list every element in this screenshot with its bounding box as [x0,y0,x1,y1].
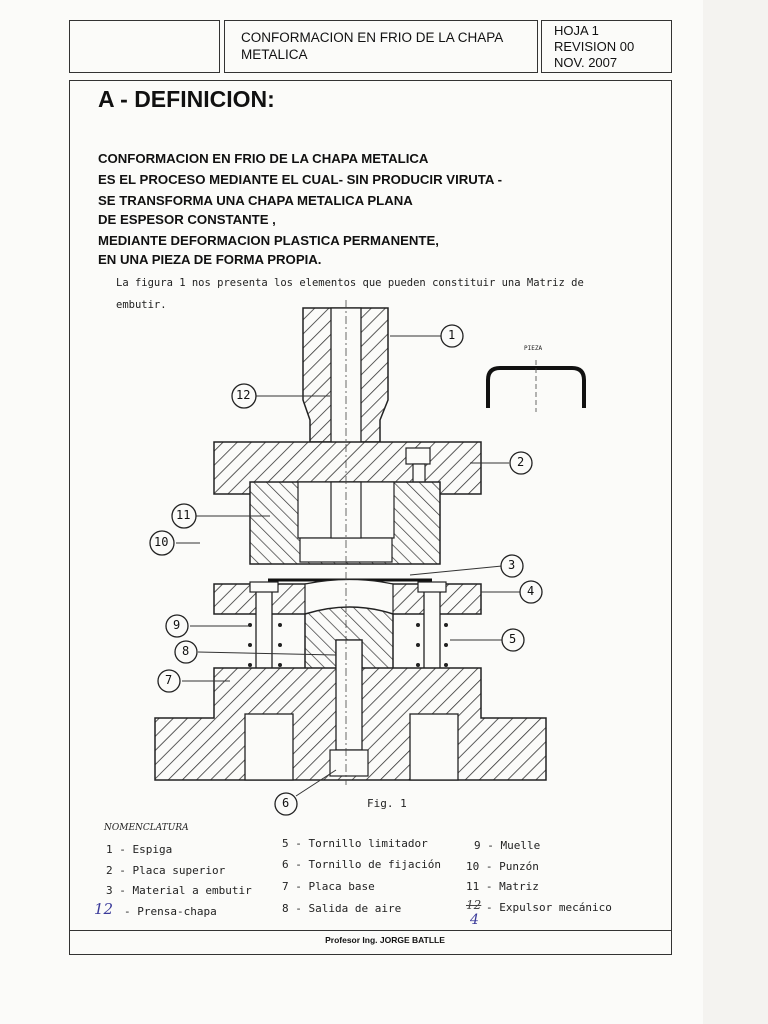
definition-line: MEDIANTE DEFORMACION PLASTICA PERMANENTE, [98,233,439,248]
nomenclature-item: 6 - Tornillo de fijación [282,858,441,871]
intro-line: La figura 1 nos presenta los elementos que pueden constituir una Matriz de [116,277,584,289]
nomenclature-item: 9 - Muelle [474,839,541,852]
nomenclature-item: 5 - Tornillo limitador [282,837,428,850]
nomenclature-item: 11 - Matriz [466,880,539,893]
nomenclature-item: 1 - Espiga [106,843,173,856]
nomenclature-item: 7 - Placa base [282,880,375,893]
definition-line: SE TRANSFORMA UNA CHAPA METALICA PLANA [98,193,413,208]
section-title: A - DEFINICION: [98,86,275,112]
issue-date: NOV. 2007 [554,55,618,70]
header-title-line1: CONFORMACION EN FRIO DE LA CHAPA [241,30,504,45]
footer-divider [69,930,672,931]
callout-label-12: 12 [236,388,251,402]
definition-line: DE ESPESOR CONSTANTE , [98,212,276,227]
callout-label-7: 7 [165,673,173,687]
handwritten-correction: 4 [470,912,479,928]
nomenclature-item: 10 - Punzón [466,860,539,873]
handwritten-number: 12 [94,900,114,918]
nomenclature-item: - Prensa-chapa [124,905,217,918]
callout-label-5: 5 [509,632,517,646]
definition-line: EN UNA PIEZA DE FORMA PROPIA. [98,252,322,267]
nomenclature-item: 8 - Salida de aire [282,902,402,915]
callout-label-1: 1 [448,328,456,342]
pieza-part [488,360,584,412]
nomenclature-heading: NOMENCLATURA [104,823,189,833]
callout-label-11: 11 [176,508,191,522]
nomenclature-item: 3 - Material a embutir [106,884,252,897]
callout-label-2: 2 [517,455,525,469]
callout-label-10: 10 [154,535,169,549]
handwritten-crossed-number: 12 [466,898,482,912]
intro-line: embutir. [116,299,167,311]
header-title-line2: METALICA [241,47,308,62]
sheet-number: HOJA 1 [554,23,599,38]
revision-number: REVISION 00 [554,39,635,54]
callout-label-3: 3 [508,558,516,572]
pieza-label: PIEZA [524,345,543,352]
callout-label-4: 4 [527,584,535,598]
nomenclature-item: 2 - Placa superior [106,864,226,877]
definition-line: ES EL PROCESO MEDIANTE EL CUAL- SIN PRODUCIR VIRUTA - [98,172,502,187]
nomenclature-item: - Expulsor mecánico [486,901,612,914]
callout-label-9: 9 [173,618,181,632]
figure-caption: Fig. 1 [367,797,407,810]
callout-label-6: 6 [282,796,290,810]
definition-line: CONFORMACION EN FRIO DE LA CHAPA METALICA [98,151,429,166]
footer-author: Profesor Ing. JORGE BATLLE [325,935,445,945]
placa-base [155,640,546,780]
callout-label-8: 8 [182,644,190,658]
matriz-die [250,482,440,564]
